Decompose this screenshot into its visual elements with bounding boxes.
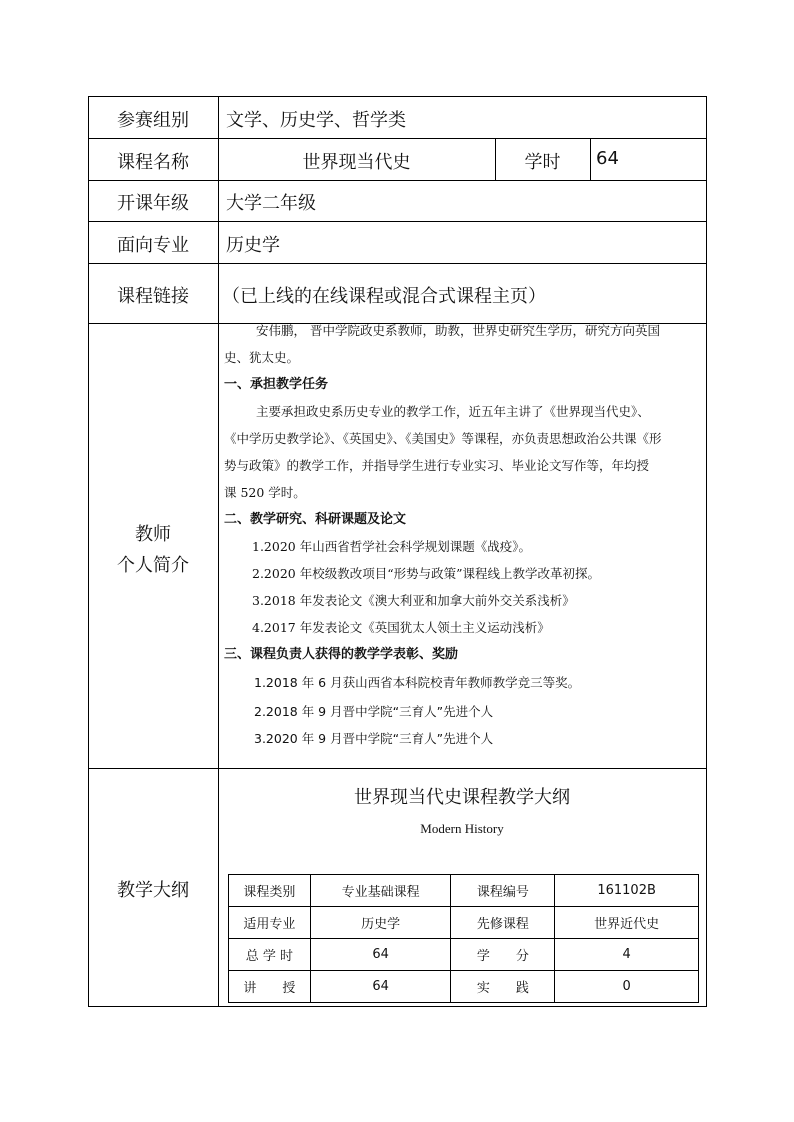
bio-teaching-line3: 势与政策》的教学工作，并指导学生进行专业实习、毕业论文写作等，年均授 [224, 458, 650, 473]
bio-research-item: 2.2020 年校级教改项目“形势与政策”课程线上教学改革初探。 [252, 566, 600, 581]
row-divider [88, 180, 707, 181]
course-name-value: 世界现当代史 [302, 152, 411, 173]
row-divider [88, 221, 707, 222]
bio-intro-line1: 安伟鹏， 晋中学院政史系教师，助教，世界史研究生学历，研究方向英国 [256, 323, 660, 338]
table-cell: 总 学 时 [229, 939, 311, 971]
course-name-label: 课程名称 [117, 152, 189, 173]
hours-label: 学时 [524, 152, 561, 173]
table-cell: 64 [310, 971, 451, 1003]
row-divider [88, 138, 707, 139]
table-row [229, 939, 699, 971]
table-cell: 世界近代史 [555, 907, 699, 939]
hours-value: 64 [596, 148, 619, 169]
teacher-label-line2: 个人简介 [117, 555, 189, 576]
column-divider-hours [590, 138, 591, 180]
group-label: 参赛组别 [117, 110, 189, 131]
table-cell: 64 [310, 939, 451, 971]
table-cell: 课程编号 [451, 875, 555, 907]
bio-research-item: 4.2017 年发表论文《英国犹太人领土主义运动浅析》 [252, 620, 550, 635]
group-value: 文学、历史学、哲学类 [226, 110, 406, 131]
row-divider [88, 768, 707, 769]
grade-label: 开课年级 [117, 193, 189, 214]
table-row [229, 875, 699, 907]
table-cell: 0 [555, 971, 699, 1003]
syllabus-info-table [228, 874, 699, 1003]
bio-heading-awards: 三、课程负责人获得的教学学表彰、奖励 [224, 647, 459, 662]
bio-award-item: 1.2018 年 6 月获山西省本科院校青年教师教学竞三等奖。 [254, 675, 581, 690]
syllabus-label: 教学大纲 [117, 880, 189, 901]
course-link-label: 课程链接 [117, 286, 189, 307]
major-value: 历史学 [226, 235, 280, 256]
table-cell: 历史学 [310, 907, 451, 939]
table-cell: 先修课程 [451, 907, 555, 939]
table-cell: 课程类别 [229, 875, 311, 907]
teacher-label-line1: 教师 [135, 524, 171, 545]
table-cell: 讲 授 [229, 971, 311, 1003]
table-cell: 4 [555, 939, 699, 971]
bio-teaching-line4: 课 520 学时。 [224, 485, 306, 500]
row-divider [88, 263, 707, 264]
table-cell: 实 践 [451, 971, 555, 1003]
bio-heading-teaching: 一、承担教学任务 [224, 377, 329, 392]
grade-value: 大学二年级 [226, 193, 316, 214]
table-row [229, 971, 699, 1003]
bio-intro-line2: 史、犹太史。 [224, 350, 300, 365]
bio-heading-research: 二、教学研究、科研课题及论文 [224, 512, 407, 527]
teacher-bio [224, 317, 704, 752]
table-cell: 适用专业 [229, 907, 311, 939]
syllabus-title: 世界现当代史课程教学大纲 [354, 787, 570, 808]
bio-research-item: 1.2020 年山西省哲学社会科学规划课题《战疫》。 [252, 539, 531, 554]
course-link-value: （已上线的在线课程或混合式课程主页） [222, 286, 546, 307]
table-cell: 专业基础课程 [310, 875, 451, 907]
bio-research-item: 3.2018 年发表论文《澳大利亚和加拿大前外交关系浅析》 [252, 593, 575, 608]
table-border-right [706, 96, 707, 1007]
table-border-bottom [88, 1006, 707, 1007]
bio-teaching-line1: 主要承担政史系历史专业的教学工作，近五年主讲了《世界现当代史》、 [256, 404, 650, 419]
column-divider [218, 96, 219, 1007]
table-cell: 161102B [555, 875, 699, 907]
bio-award-item: 3.2020 年 9 月晋中学院“三育人”先进个人 [254, 731, 494, 746]
bio-award-item: 2.2018 年 9 月晋中学院“三育人”先进个人 [254, 704, 494, 719]
major-label: 面向专业 [117, 235, 189, 256]
table-row [229, 907, 699, 939]
syllabus-subtitle: Modern History [420, 821, 504, 836]
table-border-top [88, 96, 707, 97]
table-cell: 学 分 [451, 939, 555, 971]
bio-teaching-line2: 《中学历史教学论》、《英国史》、《美国史》等课程，亦负责思想政治公共课《形 [224, 431, 662, 446]
